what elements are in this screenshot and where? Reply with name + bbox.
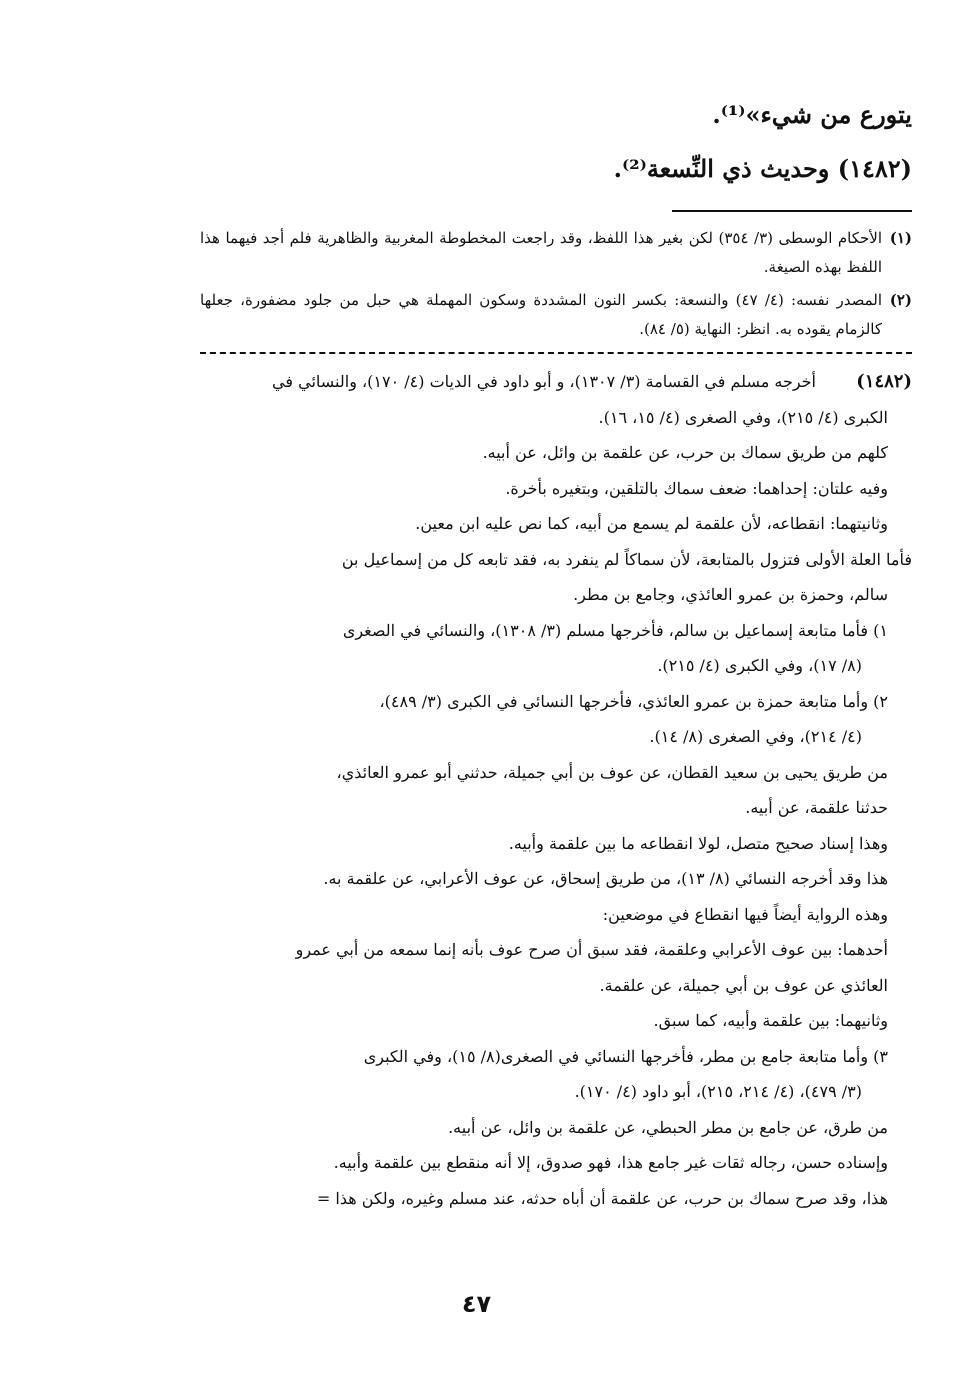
commentary-line: (٨/ ١٧)، وفي الكبرى (٤/ ٢١٥). [657,656,862,675]
commentary-line: من طرق، عن جامع بن مطر الحبطي، عن علقمة بن وائل، عن أبيه. [448,1117,888,1137]
main-text-line-1: يتورع من شيء»⁽¹⁾. [712,100,912,129]
commentary-line: وثانيتهما: انقطاعه، لأن علقمة لم يسمع من أبيه، كما نص عليه ابن معين. [415,514,888,533]
commentary-line: (٣/ ٤٧٩)، (٤/ ٢١٤، ٢١٥)، أبو داود (٤/ ١٧٠). [574,1082,862,1101]
commentary-line: كلهم من طريق سماك بن حرب، عن علقمة بن وائل، عن أبيه. [482,443,888,462]
commentary-line: ١) فأما متابعة إسماعيل بن سالم، فأخرجها مسلم (٣/ ١٣٠٨)، والنسائي في الصغرى [342,620,888,640]
footnote-2 [200,286,912,344]
commentary-line: وإسناده حسن، رجاله ثقات غير جامع هذا، فهو صدوق، إلا أنه منقطع بين علقمة وأبيه. [333,1153,888,1172]
commentary-separator [200,352,912,354]
commentary-line: ٣) وأما متابعة جامع بن مطر، فأخرجها النسائي في الصغرى(٨/ ١٥)، وفي الكبرى [363,1046,888,1066]
commentary-line: الكبرى (٤/ ٢١٥)، وفي الصغرى (٤/ ١٥، ١٦). [598,407,888,427]
footnote-separator [672,210,912,212]
commentary-line: هذا وقد أخرجه النسائي (٨/ ١٣)، من طريق إسحاق، عن عوف الأعرابي، عن علقمة به. [323,869,888,888]
commentary-line: سالم، وحمزة بن عمرو العائذي، وجامع بن مطر. [573,585,888,604]
commentary-line: وهذا إسناد صحيح متصل، لولا انقطاعه ما بين علقمة وأبيه. [508,833,888,853]
commentary-line: ٢) وأما متابعة حمزة بن عمرو العائذي، فأخرجها النسائي في الكبرى (٣/ ٤٨٩)، [379,691,888,711]
footnotes [200,224,912,344]
commentary-line: هذا، وقد صرح سماك بن حرب، عن علقمة أن أباه حدثه، عند مسلم وغيره، ولكن هذا = [316,1188,888,1208]
footnote-text: الأحكام الوسطى (٣/ ٣٥٤) لكن بغير هذا اللفظ، وقد راجعت المخطوطة المغربية والظاهرية فلم أجد فيهما هذا اللفظ بهذه الصيغة. [200,229,883,276]
page-content [200,88,912,1216]
commentary-line: (٤/ ٢١٤)، وفي الصغرى (٨/ ١٤). [649,727,862,746]
commentary-line: حدثنا علقمة، عن أبيه. [745,798,888,817]
entry-number: (١٤٨٢) [856,371,912,392]
commentary-line: وثانيهما: بين علقمة وأبيه، كما سبق. [653,1011,888,1030]
commentary-line: فأما العلة الأولى فتزول بالمتابعة، لأن سماكاً لم ينفرد به، فقد تابعه كل من إسماعيل بن [341,549,912,569]
page-number: ٤٧ [461,1290,492,1318]
commentary-line: وفيه علتان: إحداهما: ضعف سماك بالتلقين، وبتغيره بأخرة. [505,478,888,498]
footnote-1 [200,224,912,282]
hadith-heading: (١٤٨٢) وحديث ذي النِّسعة⁽²⁾. [613,154,912,183]
footnote-number: (٢) [889,291,912,309]
commentary-line: أحدهما: بين عوف الأعرابي وعلقمة، فقد سبق أن صرح عوف بأنه إنما سمعه من أبي عمرو [295,940,888,959]
commentary-line: العائذي عن عوف بن أبي جميلة، عن علقمة. [599,975,888,995]
commentary [200,364,912,1216]
commentary-line: من طريق يحيى بن سعيد القطان، عن عوف بن أبي جميلة، حدثني أبو عمرو العائذي، [336,762,888,782]
commentary-line: وهذه الرواية أيضاً فيها انقطاع في موضعين: [602,904,888,924]
entry-first-line: أخرجه مسلم في القسامة (٣/ ١٣٠٧)، و أبو داود في الديات (٤/ ١٧٠)، والنسائي في [272,372,816,391]
main-text [200,88,912,196]
footnote-text: المصدر نفسه: (٤/ ٤٧) والنسعة: بكسر النون المشددة وسكون المهملة هي حبل من جلود مضفورة، جعلها كالزمام يقوده به. انظر: النهاية (٥/ ٨٤). [200,291,882,338]
commentary-lines [200,400,912,1217]
commentary-entry [200,364,912,400]
footnote-number: (١) [889,229,912,247]
